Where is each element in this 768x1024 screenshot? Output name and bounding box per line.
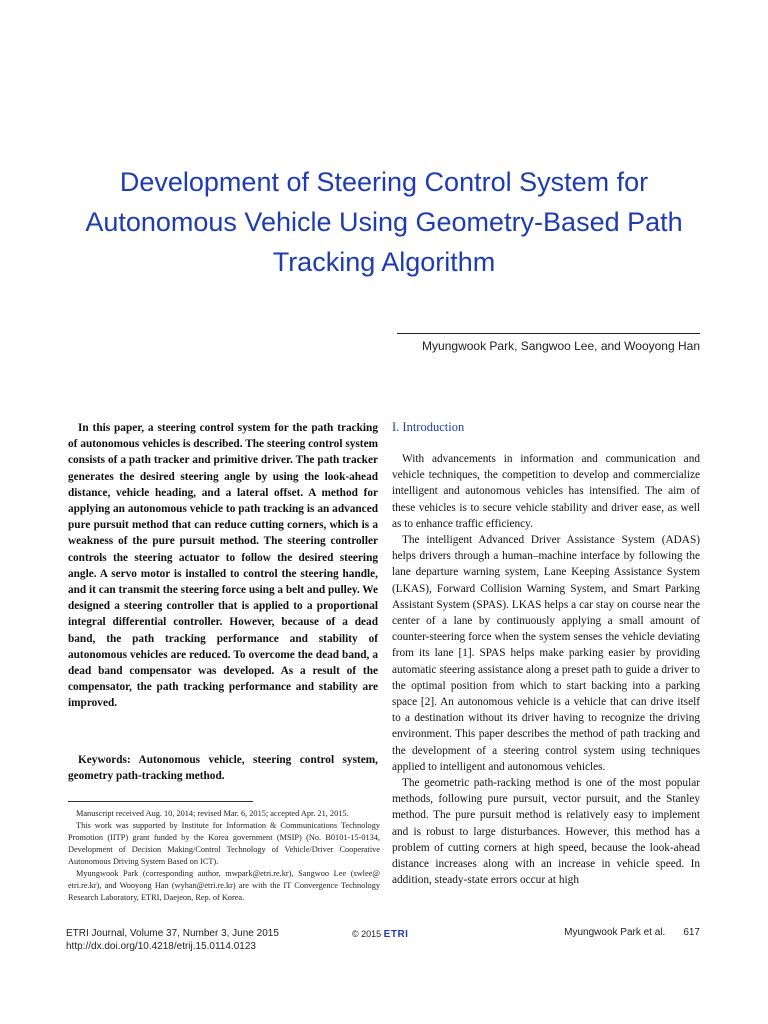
footnote-manuscript-dates: Manuscript received Aug. 10, 2014; revised Mar. 6, 2015; accepted Apr. 21, 2015.	[76, 809, 349, 818]
body-paragraph: The geometric path-racking method is one of the most popular methods, following pure pursuit, vector pursuit, and the Stanley method. The pure pursuit method is relatively easy to implement and is robust to large disturbances. However, this method has a problem of cutting corners at high speed, because the look-ahead distance increases along with an increase in vehicle speed. In addition, steady-state errors occur at high	[392, 777, 700, 887]
running-author: Myungwook Park et al.	[564, 927, 666, 938]
etri-logo: ETRI	[383, 929, 409, 940]
keywords: Keywords: Autonomous vehicle, steering control system, geometry path-tracking method.	[68, 754, 378, 783]
footer-journal-info	[66, 927, 279, 953]
journal-citation: ETRI Journal, Volume 37, Number 3, June 2015	[66, 928, 279, 939]
footer-page-info	[564, 927, 700, 938]
section-heading-introduction: I. Introduction	[392, 420, 465, 434]
footnotes	[68, 808, 380, 904]
body-paragraph: The intelligent Advanced Driver Assistance System (ADAS) helps drivers through a human–machine interface by following the lane departure warning system, Lane Keeping Assistance System (LKAS), Forward Collision Warning System, and Smart Parking Assistant System (SPAS). LKAS helps a car stay on course near the center of a lane by continuously applying a small amount of counter-steering force when the system senses the vehicle deviating from its lane [1]. SPAS helps make parking easier by providing automatic steering assistance along a preset path to guide a driver to the optimal position from which to start backing into a parking space [2]. An autonomous vehicle is a vehicle that can drive itself to a destination without its driver having to recognize the driving environment. This paper describes the method of path tracking and the development of a steering control system using techniques applied to intelligent and autonomous vehicles.	[392, 534, 700, 773]
page-number: 617	[683, 927, 700, 938]
paper-title: Development of Steering Control System for Autonomous Vehicle Using Geometry-Based Path Tracking Algorithm	[85, 167, 683, 277]
copyright-text: © 2015	[352, 929, 382, 939]
doi-link[interactable]: http://dx.doi.org/10.4218/etrij.15.0114.0123	[66, 941, 256, 952]
abstract: In this paper, a steering control system for the path tracking of autonomous vehicles is described. The steering control system consists of a path tracker and primitive driver. The path tracker generates the desired steering angle by using the look-ahead distance, vehicle heading, and a lateral offset. A method for applying an autonomous vehicle to path tracking is an advanced pure pursuit method that can reduce cutting corners, which is a weakness of the pure pursuit method. The steering controller controls the steering actuator to follow the desired steering angle. A servo motor is installed to control the steering handle, and it can transmit the steering force using a belt and pulley. We designed a steering controller that is applied to a proportional integral differential controller. However, because of a dead band, the path tracking performance and stability of autonomous vehicles are reduced. To overcome the dead band, a dead band compensator was developed. As a result of the compensator, the path tracking performance and stability are improved.	[68, 422, 378, 710]
footnote-affiliations: Myungwook Park (corresponding author, mwpark@etri.re.kr), Sangwoo Lee (swlee@ etri.re.kr), and Wooyong Han (wyhan@etri.re.kr) are with the IT Convergence Technology Research Laboratory, ETRI, Daejeon, Rep. of Korea.	[68, 869, 380, 902]
footer-copyright	[352, 929, 408, 940]
author-list: Myungwook Park, Sangwoo Lee, and Wooyong Han	[422, 339, 700, 353]
footnote-rule	[68, 801, 253, 802]
body-paragraph: With advancements in information and communication and vehicle techniques, the competition to develop and commercialize intelligent and autonomous vehicles has intensified. The aim of these vehicles is to secure vehicle stability and driver ease, as well as to enhance traffic efficiency.	[392, 453, 700, 530]
footnote-funding: This work was supported by Institute for Information & Communications Technology Promotion (IITP) grant funded by the Korea government (MSIP) (No. B0101-15-0134, Development of Decision Making/Control Technology of Vehicle/Driver Cooperative Autonomous Driving System Based on ICT).	[68, 821, 380, 866]
authors-rule	[397, 333, 700, 334]
introduction-body	[392, 451, 700, 888]
